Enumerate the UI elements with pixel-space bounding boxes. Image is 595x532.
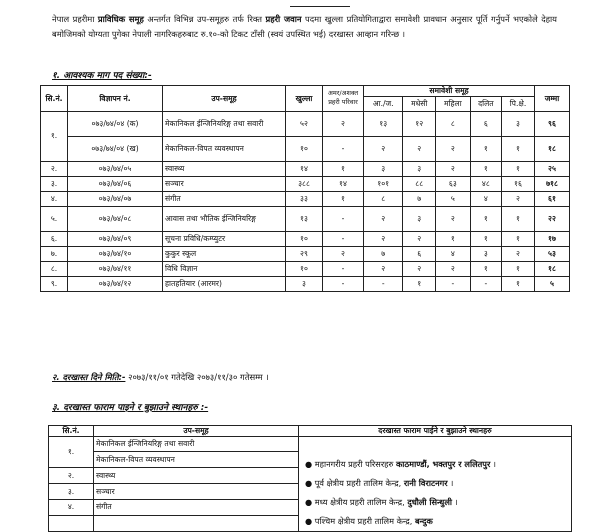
- table-cell: ०७३/७४/१२: [68, 276, 163, 291]
- table-row: [41, 246, 570, 261]
- t2-col-sn: सि.नं.: [49, 426, 94, 437]
- sub-col-3: महिला: [436, 96, 471, 111]
- table-cell: ४.: [41, 191, 68, 206]
- table-cell: ७.: [41, 246, 68, 261]
- table-cell: १: [501, 231, 534, 246]
- t2-col-places: दरखास्त फाराम पाईने र बुझाउने स्थानहरु: [299, 426, 572, 437]
- table-cell: १: [403, 276, 436, 291]
- table-cell: १: [436, 231, 471, 246]
- table-cell: १२: [403, 111, 436, 136]
- table-cell: -: [323, 206, 364, 231]
- table-cell: ३: [403, 206, 436, 231]
- t2-row-sn: ४.: [49, 499, 94, 515]
- table-cell: २: [364, 206, 403, 231]
- cell-total: ९६: [535, 111, 570, 136]
- intro-text-1: नेपाल प्रहरीमा: [52, 14, 98, 24]
- table-cell: आवास तथा भौतिक ईन्जिनियरिङ्ग: [163, 206, 286, 231]
- table-cell: १३: [364, 111, 403, 136]
- col-ad: विज्ञापन नं.: [68, 86, 163, 112]
- table-cell: २: [436, 206, 471, 231]
- table-cell: ३: [286, 276, 323, 291]
- table-cell: ६: [470, 111, 501, 136]
- section2-line: [52, 372, 269, 383]
- table-cell: ९.: [41, 276, 68, 291]
- table-cell: -: [364, 276, 403, 291]
- table-cell: ३: [403, 161, 436, 176]
- col-inclusive: समावेशी समूह: [364, 86, 535, 97]
- table-cell: सूचना प्रविधि/कम्प्युटर: [163, 231, 286, 246]
- table-cell: सञ्चार: [163, 176, 286, 191]
- table-cell: १: [323, 161, 364, 176]
- table-cell: २: [436, 261, 471, 276]
- table-cell: मेकानिकल-विपत व्यवस्थापन: [163, 136, 286, 161]
- t2-row-group: स्वास्थ्य: [94, 468, 299, 484]
- cell-total: २५: [535, 161, 570, 176]
- table-cell: १: [470, 231, 501, 246]
- intro-bold-1: प्राविधिक समूह: [97, 14, 144, 24]
- t2-row-sn: १.: [49, 436, 94, 468]
- table-cell: -: [436, 276, 471, 291]
- t2-row-group: सञ्चार: [94, 483, 299, 499]
- table-row: [41, 176, 570, 191]
- table-row: [41, 206, 570, 231]
- table-cell: ३.: [41, 176, 68, 191]
- table-cell: १: [470, 161, 501, 176]
- table-cell: १०१: [364, 176, 403, 191]
- cell-sn: १.: [41, 111, 68, 161]
- table-cell: ६.: [41, 231, 68, 246]
- table-cell: १०: [286, 231, 323, 246]
- t2-row-sn-empty: [49, 515, 94, 531]
- table-cell: १०: [286, 261, 323, 276]
- place-item: ● पश्चिम क्षेत्रीय प्रहरी तालिम केन्द्र, बन्दुक: [305, 515, 433, 526]
- table-cell: ७: [403, 191, 436, 206]
- table-cell: ५: [436, 191, 471, 206]
- table-cell: ०७३/७४/०४ (क): [68, 111, 163, 136]
- table-cell: -: [323, 261, 364, 276]
- intro-paragraph: [52, 12, 557, 42]
- table-cell: २: [323, 111, 364, 136]
- cell-total: १७: [535, 231, 570, 246]
- table-cell: १३: [286, 206, 323, 231]
- table-cell: संगीत: [163, 191, 286, 206]
- table-cell: १: [501, 161, 534, 176]
- table-cell: ३: [501, 111, 534, 136]
- cell-total: १८: [535, 136, 570, 161]
- table-cell: १४: [286, 161, 323, 176]
- table-cell: ०७३/७४/१०: [68, 246, 163, 261]
- header-rule: [290, 0, 350, 7]
- table-cell: १: [323, 191, 364, 206]
- table-cell: १: [501, 206, 534, 231]
- table-cell: -: [470, 276, 501, 291]
- t2-row-sn: ३.: [49, 483, 94, 499]
- table-cell: ०७३/७४/०९: [68, 231, 163, 246]
- table-cell: ३: [470, 246, 501, 261]
- t2-row-sn: २.: [49, 468, 94, 484]
- sub-col-1: आ./ज.: [364, 96, 403, 111]
- section3-heading: ३. दरखास्त फाराम पाइने र बुझाउने स्थानहरु :-: [52, 403, 209, 413]
- cell-total: ७१८: [535, 176, 570, 191]
- table-cell: ०७३/७४/०६: [68, 176, 163, 191]
- table-cell: २: [364, 136, 403, 161]
- table-cell: -: [323, 231, 364, 246]
- table-cell: १: [501, 261, 534, 276]
- place-item: ● मध्य क्षेत्रीय प्रहरी तालिम केन्द्र, दुधौली सिन्धुली ।: [305, 496, 458, 507]
- table-cell: ०७३/७४/०७: [68, 191, 163, 206]
- places-list: [299, 436, 572, 531]
- table-cell: -: [323, 136, 364, 161]
- table-cell: १: [470, 136, 501, 161]
- table-row: [41, 276, 570, 291]
- cell-total: २२: [535, 206, 570, 231]
- table-cell: ८: [436, 111, 471, 136]
- intro-bold-2: प्रहरी जवान: [265, 14, 302, 24]
- table-cell: २: [403, 136, 436, 161]
- table-cell: १: [501, 276, 534, 291]
- table-cell: ८: [364, 191, 403, 206]
- table-cell: स्वास्थ्य: [163, 161, 286, 176]
- table-cell: ४: [470, 191, 501, 206]
- table-cell: ०७३/७४/०८: [68, 206, 163, 231]
- table-row: [41, 231, 570, 246]
- table-cell: मेकानिकल ईन्जिनियरिङ्ग तथा सवारी: [163, 111, 286, 136]
- table-cell: २: [501, 246, 534, 261]
- table-row: [41, 261, 570, 276]
- cell-total: ५: [535, 276, 570, 291]
- table-cell: ६: [403, 246, 436, 261]
- table-cell: ८.: [41, 261, 68, 276]
- table-cell: २: [323, 246, 364, 261]
- table-cell: २: [436, 136, 471, 161]
- table-cell: कुकुर स्कूल: [163, 246, 286, 261]
- t2-row-group: मेकानिकल ईन्जिनियरिङ्ग तथा सवारी: [94, 436, 299, 452]
- t2-row-group: मेकानिकल-विपत व्यवस्थापन: [94, 452, 299, 468]
- table-cell: ३८८: [286, 176, 323, 191]
- table-cell: २: [364, 261, 403, 276]
- table-cell: २.: [41, 161, 68, 176]
- t2-row-group-empty: [94, 515, 299, 531]
- section1-heading: १. आवश्यक माग पद संख्या:-: [52, 71, 152, 81]
- table-cell: १४: [323, 176, 364, 191]
- place-item: ● महानगरीय प्रहरी परिसरहरु काठमाण्डौं, भक्तपुर र ललितपुर ।: [305, 458, 497, 469]
- cell-total: ५३: [535, 246, 570, 261]
- sub-col-4: दलित: [470, 96, 501, 111]
- table-cell: -: [323, 276, 364, 291]
- col-group: उप-समूह: [163, 86, 286, 112]
- t2-row-group: संगीत: [94, 499, 299, 515]
- col-total: जम्मा: [535, 86, 570, 112]
- section2-label: २. दरखास्त दिने मिति:-: [52, 372, 126, 382]
- table-cell: ७: [364, 246, 403, 261]
- table-cell: ०७३/७४/०४ (ख): [68, 136, 163, 161]
- vacancy-table: [40, 85, 570, 292]
- col-open: खुल्ला: [286, 86, 323, 112]
- t2-col-group: उप-समूह: [94, 426, 299, 437]
- table-cell: ३३: [286, 191, 323, 206]
- table-cell: ५२: [286, 111, 323, 136]
- places-table: [48, 425, 572, 532]
- table-cell: २: [403, 231, 436, 246]
- col-disabled: अमर/अशक्त प्रहरी परिवार: [323, 86, 364, 112]
- table-row: [41, 111, 570, 136]
- place-item: ● पूर्व क्षेत्रीय प्रहरी तालिम केन्द्र, रानी विराटनगर ।: [305, 477, 454, 488]
- table-cell: ३: [364, 161, 403, 176]
- table-cell: १: [501, 136, 534, 161]
- table-cell: ८८: [403, 176, 436, 191]
- cell-total: ६१: [535, 191, 570, 206]
- table-row: [41, 161, 570, 176]
- table-cell: १६: [501, 176, 534, 191]
- table-cell: २: [364, 231, 403, 246]
- table-cell: ०७३/७४/०५: [68, 161, 163, 176]
- table-cell: १: [470, 206, 501, 231]
- section2-text: २०७३/११/०१ गतेदेखि २०७३/११/३० गतेसम्म ।: [125, 372, 269, 382]
- table-cell: ४: [436, 246, 471, 261]
- table-cell: ६३: [436, 176, 471, 191]
- table-cell: २: [403, 261, 436, 276]
- table-cell: १: [470, 261, 501, 276]
- table-cell: २: [501, 191, 534, 206]
- table-row: [41, 136, 570, 161]
- table-cell: ०७३/७४/११: [68, 261, 163, 276]
- sub-col-5: पि.क्षे.: [501, 96, 534, 111]
- table-cell: ५.: [41, 206, 68, 231]
- table-cell: ४८: [470, 176, 501, 191]
- intro-text-3: पदमा खुल्ला प्रतियोगिताद्वारा समावेशी प्रावधान अनुसार पूर्ति गर्नुपर्ने भएकोले देहाय बमोजिमको योग्यता पुगेका नेपाली नागरिकहरुबाट रु.१०-को टिकट टाँसी (स्वयं उपस्थित भई) दरखास्त आव्हान गरिन्छ ।: [52, 14, 557, 39]
- table-row: [41, 191, 570, 206]
- intro-text-2: अन्तर्गत विभिन्न उप-समूहरु तर्फ रिक्त: [143, 14, 266, 24]
- col-sn: सि.नं.: [41, 86, 68, 112]
- cell-total: १८: [535, 261, 570, 276]
- vacancy-table-body: [41, 111, 570, 291]
- table-cell: २: [436, 161, 471, 176]
- sub-col-2: मधेसी: [403, 96, 436, 111]
- table-cell: विधि विज्ञान: [163, 261, 286, 276]
- table-cell: २९: [286, 246, 323, 261]
- table-cell: हातहतियार (आरमर): [163, 276, 286, 291]
- table-cell: १०: [286, 136, 323, 161]
